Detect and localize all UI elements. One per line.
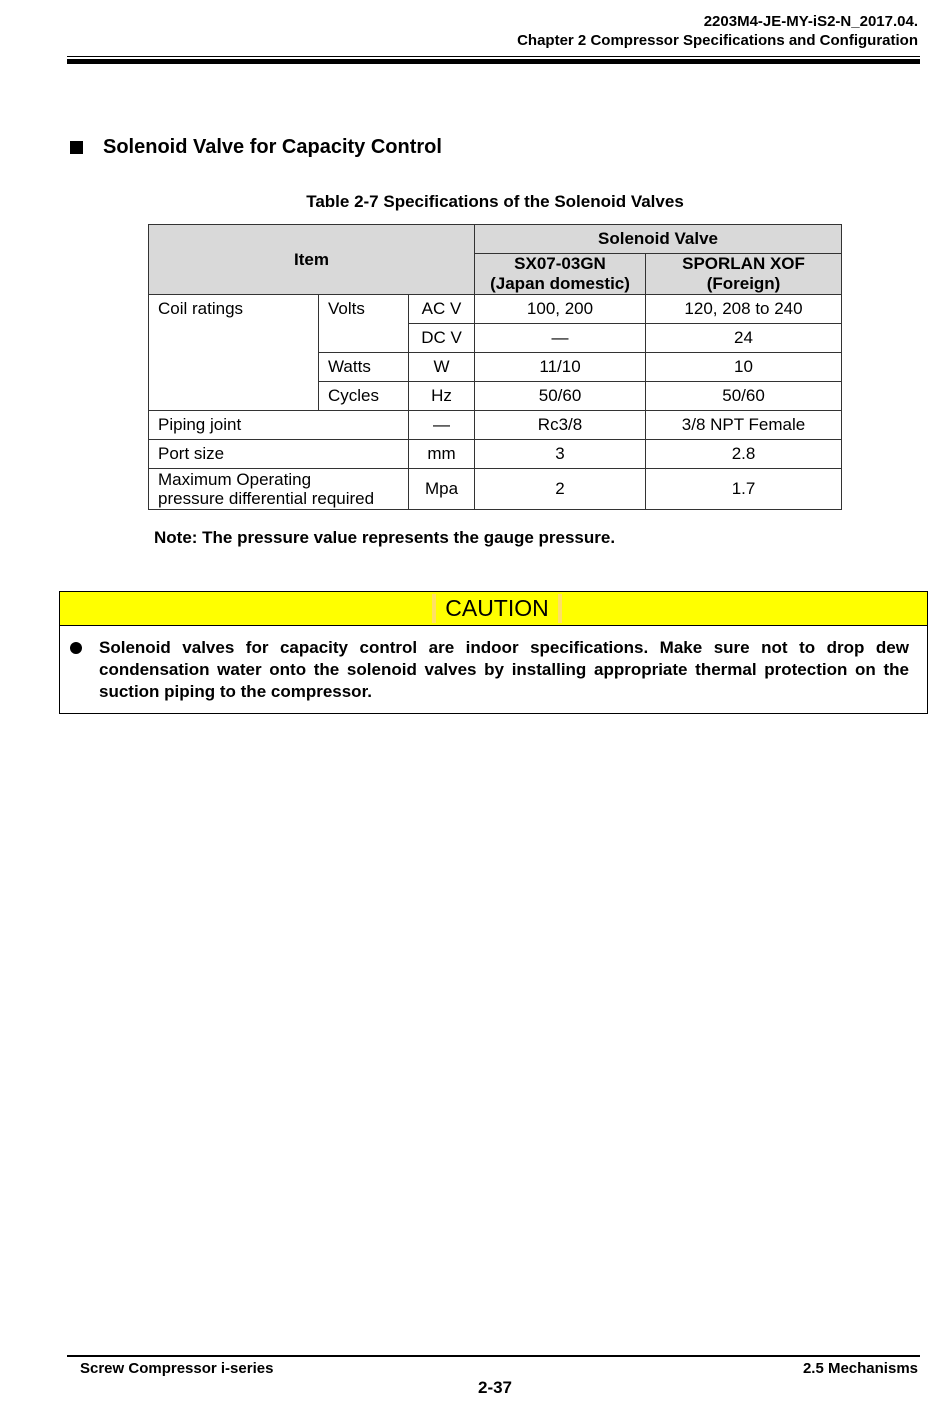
volts-label: Volts: [319, 295, 409, 353]
coil-ratings-label: Coil ratings: [149, 295, 319, 411]
unit-cell: Hz: [409, 382, 475, 411]
caution-title-bar: [60, 592, 927, 626]
value-cell: 50/60: [646, 382, 842, 411]
value-cell: 24: [646, 324, 842, 353]
value-cell: 10: [646, 353, 842, 382]
unit-cell: —: [409, 411, 475, 440]
header-rule-thick: [67, 59, 920, 64]
row-label: Watts: [319, 353, 409, 382]
square-bullet-icon: [70, 141, 83, 154]
row-label: [149, 469, 409, 510]
row-label: Cycles: [319, 382, 409, 411]
unit-cell: W: [409, 353, 475, 382]
footer-rule: [67, 1355, 920, 1357]
caution-title: CAUTION: [436, 594, 558, 623]
solenoid-valve-header: Solenoid Valve: [475, 225, 842, 254]
value-cell: 3: [475, 440, 646, 469]
spec-table: [148, 224, 842, 510]
unit-cell: DC V: [409, 324, 475, 353]
section-title: Solenoid Valve for Capacity Control: [103, 136, 442, 158]
table-caption: Table 2-7 Specifications of the Solenoid Valves: [306, 192, 684, 211]
value-cell: 120, 208 to 240: [646, 295, 842, 324]
table-row: [149, 440, 842, 469]
caution-box: [59, 591, 928, 714]
section-heading: [70, 136, 442, 159]
value-cell: —: [475, 324, 646, 353]
value-cell: 100, 200: [475, 295, 646, 324]
table-row: [149, 469, 842, 510]
unit-cell: AC V: [409, 295, 475, 324]
value-cell: Rc3/8: [475, 411, 646, 440]
value-cell: 2.8: [646, 440, 842, 469]
unit-cell: mm: [409, 440, 475, 469]
value-cell: 50/60: [475, 382, 646, 411]
caution-body: [60, 626, 927, 703]
item-header: Item: [149, 225, 475, 295]
table-note: Note: The pressure value represents the gauge pressure.: [154, 528, 616, 547]
col-header-sx07-region: (Japan domestic): [490, 274, 630, 293]
chapter-title: Chapter 2 Compressor Specifications and Configuration: [517, 32, 918, 49]
round-bullet-icon: [70, 642, 82, 654]
table-row: [149, 295, 842, 324]
row-label-line: Maximum Operating: [158, 470, 312, 489]
col-header-sx07-model: SX07-03GN: [514, 254, 606, 273]
header-rule: [67, 56, 920, 57]
row-label: Port size: [149, 440, 409, 469]
caution-label-frame: [432, 594, 562, 623]
value-cell: 1.7: [646, 469, 842, 510]
col-header-sx07: [475, 254, 646, 295]
page-number: 2-37: [477, 1378, 513, 1397]
table-row: [149, 411, 842, 440]
page-header: [517, 12, 918, 50]
unit-cell: Mpa: [409, 469, 475, 510]
value-cell: 11/10: [475, 353, 646, 382]
footer-section: 2.5 Mechanisms: [802, 1360, 918, 1377]
doc-code: 2203M4-JE-MY-iS2-N_2017.04.: [703, 13, 918, 30]
row-label-line: pressure differential required: [158, 489, 375, 508]
row-label: Piping joint: [149, 411, 409, 440]
col-header-sporlan: [646, 254, 842, 295]
value-cell: 2: [475, 469, 646, 510]
caution-text: Solenoid valves for capacity control are indoor specifications. Make sure not to drop dew condensation water onto the solenoid valves by installing appropriate thermal protection on the suction piping to the compressor.: [99, 638, 909, 701]
col-header-sporlan-region: (Foreign): [706, 274, 781, 293]
footer-product: Screw Compressor i-series: [80, 1360, 274, 1377]
table-header-row: [149, 225, 842, 254]
col-header-sporlan-model: SPORLAN XOF: [682, 254, 805, 273]
value-cell: 3/8 NPT Female: [646, 411, 842, 440]
